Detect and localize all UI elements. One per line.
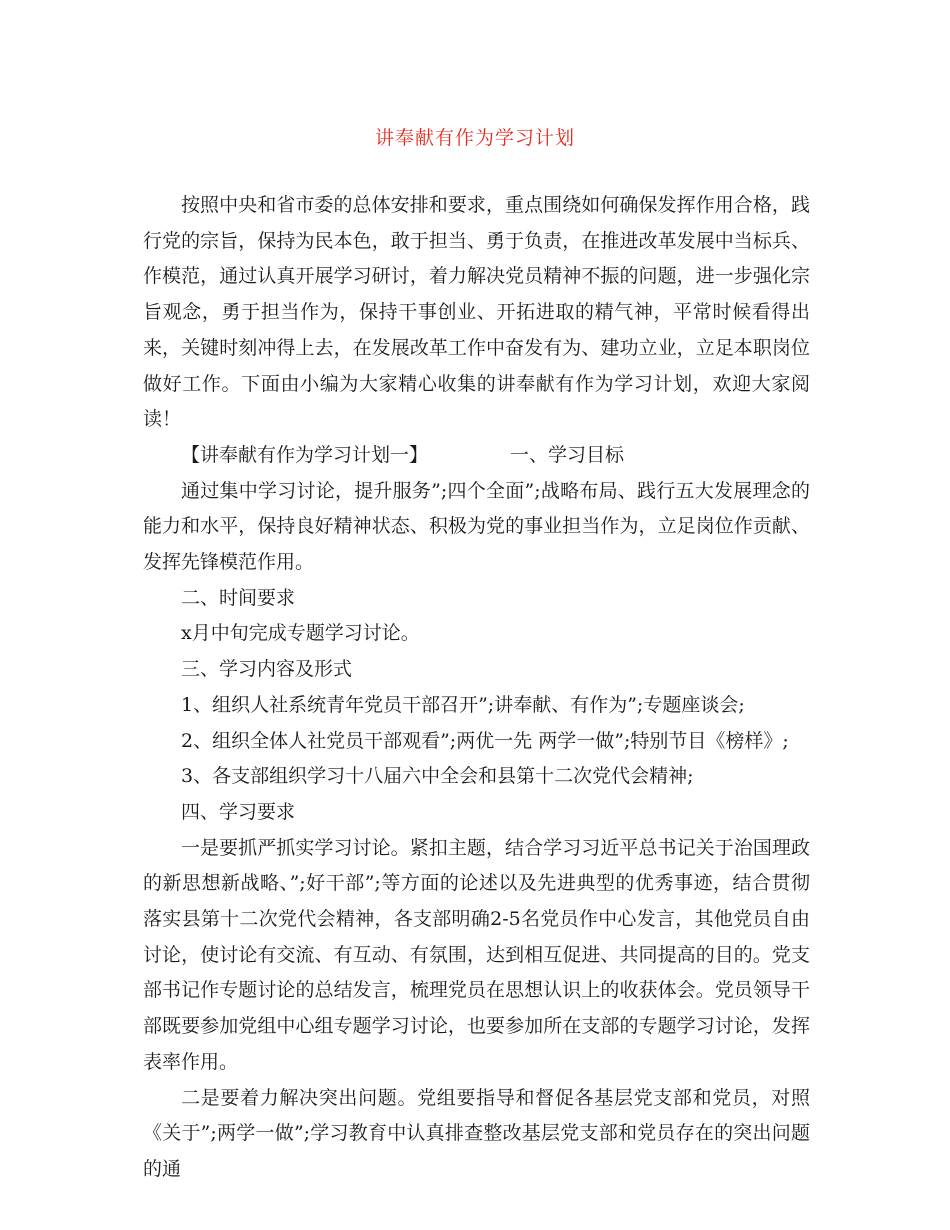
- list-item: 1、组织人社系统青年党员干部召开”;讲奉献、有作为”;专题座谈会;: [181, 693, 745, 716]
- section-4-heading: 四、学习要求: [181, 800, 296, 823]
- section-3-heading: 三、学习内容及形式: [181, 658, 353, 681]
- plan-one-heading-row: [143, 438, 810, 474]
- section-4-paragraph-2: 二是要着力解决突出问题。党组要指导和督促各基层党支部和党员，对照《关于”;两学一做”;学习教育中认真排查整改基层党支部和党员存在的突出问题的通: [143, 1086, 810, 1180]
- section-2-text: x月中旬完成专题学习讨论。: [181, 622, 420, 645]
- intro-paragraph: 按照中央和省市委的总体安排和要求，重点围绕如何确保发挥作用合格，践行党的宗旨，保持为民本色，敢于担当、勇于负责，在推进改革发展中当标兵、作模范，通过认真开展学习研讨，着力解决党员精神不振的问题，进一步强化宗旨观念，勇于担当作为，保持干事创业、开拓进取的精气神，平常时候看得出来，关键时刻冲得上去，在发展改革工作中奋发有为、建功立业，立足本职岗位做好工作。下面由小编为大家精心收集的讲奉献有作为学习计划，欢迎大家阅读！: [143, 194, 810, 431]
- document-body: [143, 188, 810, 1188]
- document-title: 讲奉献有作为学习计划: [374, 127, 575, 149]
- plan-one-heading: 【讲奉献有作为学习计划一】: [181, 443, 429, 466]
- section-1-text: 通过集中学习讨论，提升服务”;四个全面”;战略布局、践行五大发展理念的能力和水平，保持良好精神状态、积极为党的事业担当作为，立足岗位作贡献、发挥先锋模范作用。: [143, 479, 810, 574]
- list-item: 2、组织全体人社党员干部观看”;两优一先 两学一做”;特别节目《榜样》;: [181, 729, 789, 752]
- list-item: 3、各支部组织学习十八届六中全会和县第十二次党代会精神;: [181, 765, 694, 788]
- section-1-heading: 一、学习目标: [510, 443, 625, 466]
- section-4-paragraph-1: 一是要抓严抓实学习讨论。紧扣主题，结合学习习近平总书记关于治国理政的新思想新战略、”;好干部”;等方面的论述以及先进典型的优秀事迹，结合贯彻落实县第十二次党代会精神，各支部明确2-5名党员作中心发言，其他党员自由讨论，使讨论有交流、有互动、有氛围，达到相互促进、共同提高的目的。党支部书记作专题讨论的总结发言，梳理党员在思想认识上的收获体会。党员领导干部既要参加党组中心组专题学习讨论，也要参加所在支部的专题学习讨论，发挥表率作用。: [143, 836, 810, 1073]
- section-2-heading: 二、时间要求: [181, 586, 296, 609]
